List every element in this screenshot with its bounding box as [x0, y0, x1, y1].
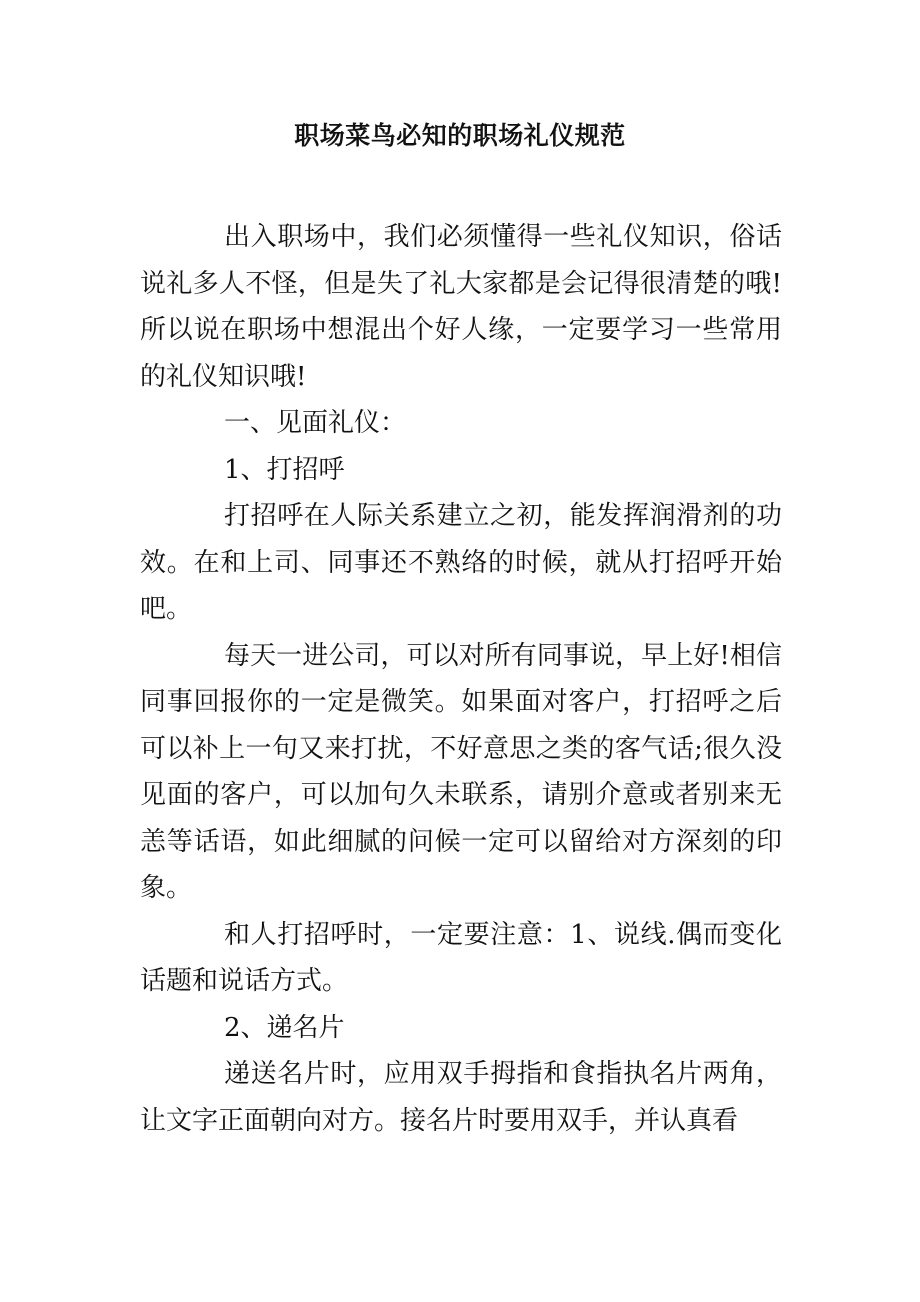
- paragraph-greeting-purpose: 打招呼在人际关系建立之初，能发挥润滑剂的功效。在和上司、同事还不熟络的时候，就从打招呼开始吧。: [140, 501, 782, 624]
- paragraph-greeting-daily: 每天一进公司，可以对所有同事说，早上好!相信同事回报你的一定是微笑。如果面对客户，打招呼之后可以补上一句又来打扰，不好意思之类的客气话;很久没见面的客户，可以加句久未联系，请别介意或者别来无恙等话语，如此细腻的问候一定可以留给对方深刻的印象。: [140, 640, 782, 903]
- document-body: [140, 214, 782, 1144]
- subsection-heading-greeting: 1、打招呼: [224, 454, 345, 485]
- paragraph-business-card: 递送名片时，应用双手拇指和食指执名片两角，让文字正面朝向对方。接名片时要用双手，并认真看: [140, 1059, 782, 1136]
- paragraph-greeting-notes: 和人打招呼时，一定要注意：1、说线.偶而变化话题和说话方式。: [140, 919, 782, 996]
- subsection-heading-business-card: 2、递名片: [224, 1012, 345, 1043]
- section-heading-meeting-etiquette: 一、见面礼仪：: [224, 408, 407, 438]
- paragraph-intro: 出入职场中，我们必须懂得一些礼仪知识，俗话说礼多人不怪，但是失了礼大家都是会记得很清楚的哦!所以说在职场中想混出个好人缘，一定要学习一些常用的礼仪知识哦!: [140, 222, 782, 392]
- document-title: 职场菜鸟必知的职场礼仪规范: [294, 121, 626, 150]
